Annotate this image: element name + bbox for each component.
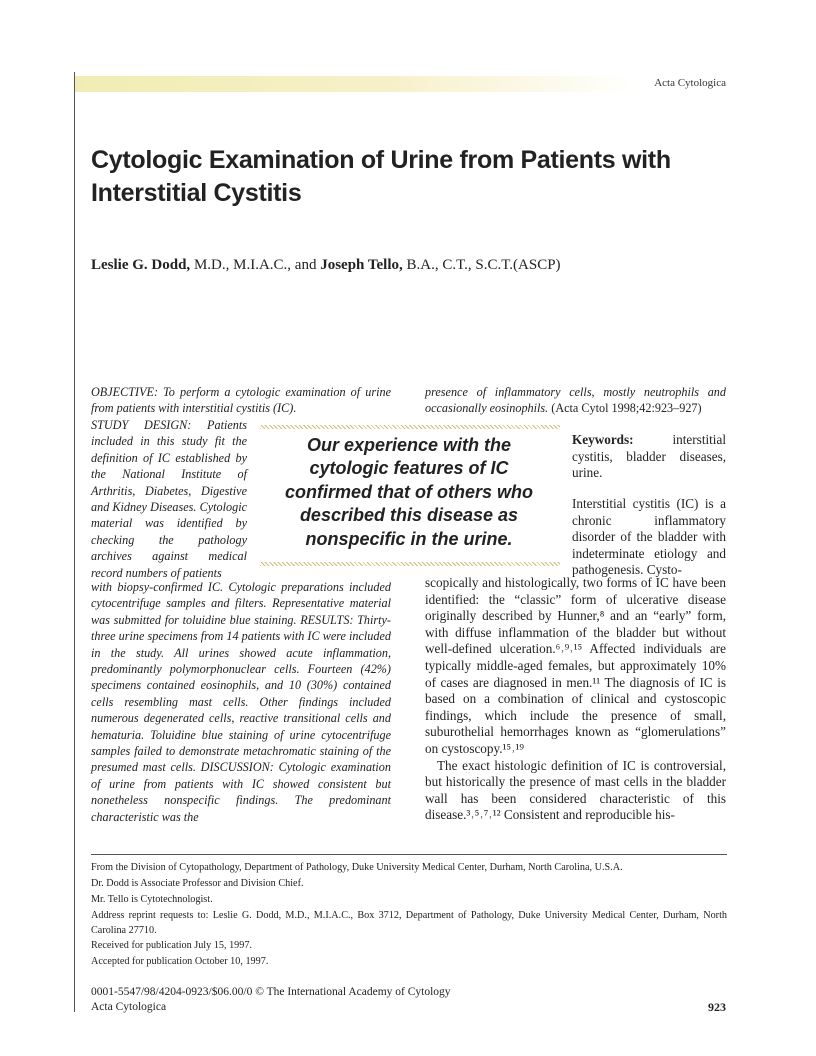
footnote-received: Received for publication July 15, 1997.	[91, 940, 252, 951]
author-conjunction: and	[294, 257, 317, 273]
page-number: 923	[708, 1000, 726, 1014]
margin-rule	[74, 72, 75, 1012]
footer-meta	[91, 985, 451, 1015]
author-2-degrees: B.A., C.T., S.C.T.(ASCP)	[406, 257, 561, 273]
pull-quote-rule-bottom	[260, 562, 560, 566]
keywords	[572, 432, 726, 482]
pull-quote: Our experience with the cytologic features of IC confirmed that of others who described this disease as nonspecific in the urine.	[284, 435, 533, 549]
body-intro-narrow	[572, 496, 726, 579]
body-paragraph: Interstitial cystitis (IC) is a chronic inflammatory disorder of the bladder with indeterminate etiology and pathogenesis. Cysto-	[572, 496, 726, 578]
article-title: Cytologic Examination of Urine from Patients with Interstitial Cystitis	[91, 146, 671, 207]
abstract-study-design: STUDY DESIGN: Patients included in this study fit the definition of IC established by the National Institute of Arthritis, Diabetes, Digestive and Kidney Diseases. Cytologic material was identified by checking the pathology archives against medical record numbers of patients	[91, 418, 247, 580]
header-band	[75, 76, 635, 92]
journal-header: Acta Cytologica	[654, 77, 726, 89]
body-intro-wide	[425, 575, 726, 824]
footer-journal: Acta Cytologica	[91, 1001, 167, 1013]
footnote-dodd: Dr. Dodd is Associate Professor and Division Chief.	[91, 878, 304, 889]
footnote-reprints: Address reprint requests to: Leslie G. Dodd, M.D., M.I.A.C., Box 3712, Department of Pathology, Duke University Medical Center, Durham, North Carolina 27710.	[91, 910, 727, 936]
footnotes	[91, 860, 727, 970]
abstract-conclusion-text: presence of inflammatory cells, mostly neutrophils and occasionally eosinophils.	[425, 385, 726, 416]
abstract-conclusion	[425, 384, 726, 417]
author-1-degrees: M.D., M.I.A.C.,	[193, 257, 292, 273]
footnote-tello: Mr. Tello is Cytotechnologist.	[91, 894, 213, 905]
keywords-text: interstitial cystitis, bladder diseases, urine.	[572, 432, 726, 481]
author-2-name: Joseph Tello,	[320, 257, 403, 273]
footer-code: 0001-5547/98/4204-0923/$06.00/0 © The International Academy of Cytology	[91, 986, 451, 998]
body-paragraph: The exact histologic definition of IC is controversial, but historically the presence of mast cells in the bladder wall has been considered characteristic of this disease.³˒⁵˒⁷˒¹² Consistent and reproducible his-	[425, 757, 726, 823]
footnote-accepted: Accepted for publication October 10, 1997.	[91, 956, 269, 967]
body-paragraph: scopically and histologically, two forms of IC have been identified: the “classic” form of ulcerative disease originally described by Hunner,⁸ and an “early” form, with diffuse inflammation of the bladder but without well-defined ulceration.⁶˒⁹˒¹⁵ Affected individuals are typically middle-aged females, but approximately 10% of cases are diagnosed in men.¹¹ The diagnosis of IC is based on a combination of clinical and cystoscopic findings, which include the presence of small, suburothelial hemorrhages known as “glomerulations” on cystoscopy.¹⁵˒¹⁹	[425, 575, 726, 756]
author-1-name: Leslie G. Dodd,	[91, 257, 191, 273]
author-line	[91, 257, 561, 274]
footnote-affiliation: From the Division of Cytopathology, Department of Pathology, Duke University Medical Center, Durham, North Carolina, U.S.A.	[91, 862, 623, 873]
abstract-objective: OBJECTIVE: To perform a cytologic examination of urine from patients with interstitial cystitis (IC).	[91, 385, 391, 416]
abstract-results-discussion: with biopsy-confirmed IC. Cytologic preparations included cytocentrifuge samples and filters. Representative material was submitted for toluidine blue staining. RESULTS: Thirty-three urine specimens from 14 patients with IC were included in the study. All urines showed acute inflammation, predominantly polymorphonuclear cells. Fourteen (42%) specimens contained eosinophils, and 10 (30%) contained cells resembling mast cells. Other findings included numerous degenerated cells, reactive transitional cells and hematuria. Toluidine blue staining of urine cytocentrifuge samples failed to demonstrate metachromatic staining of the presumed mast cells. DISCUSSION: Cytologic examination of urine from patients with IC showed consistent but nonetheless nonspecific findings. The predominant characteristic was the	[91, 580, 391, 824]
abstract-citation: (Acta Cytol 1998;42:923–927)	[551, 401, 702, 416]
pull-quote-rule-top	[260, 425, 560, 429]
keywords-label: Keywords:	[572, 432, 634, 447]
footnote-rule	[91, 854, 727, 855]
